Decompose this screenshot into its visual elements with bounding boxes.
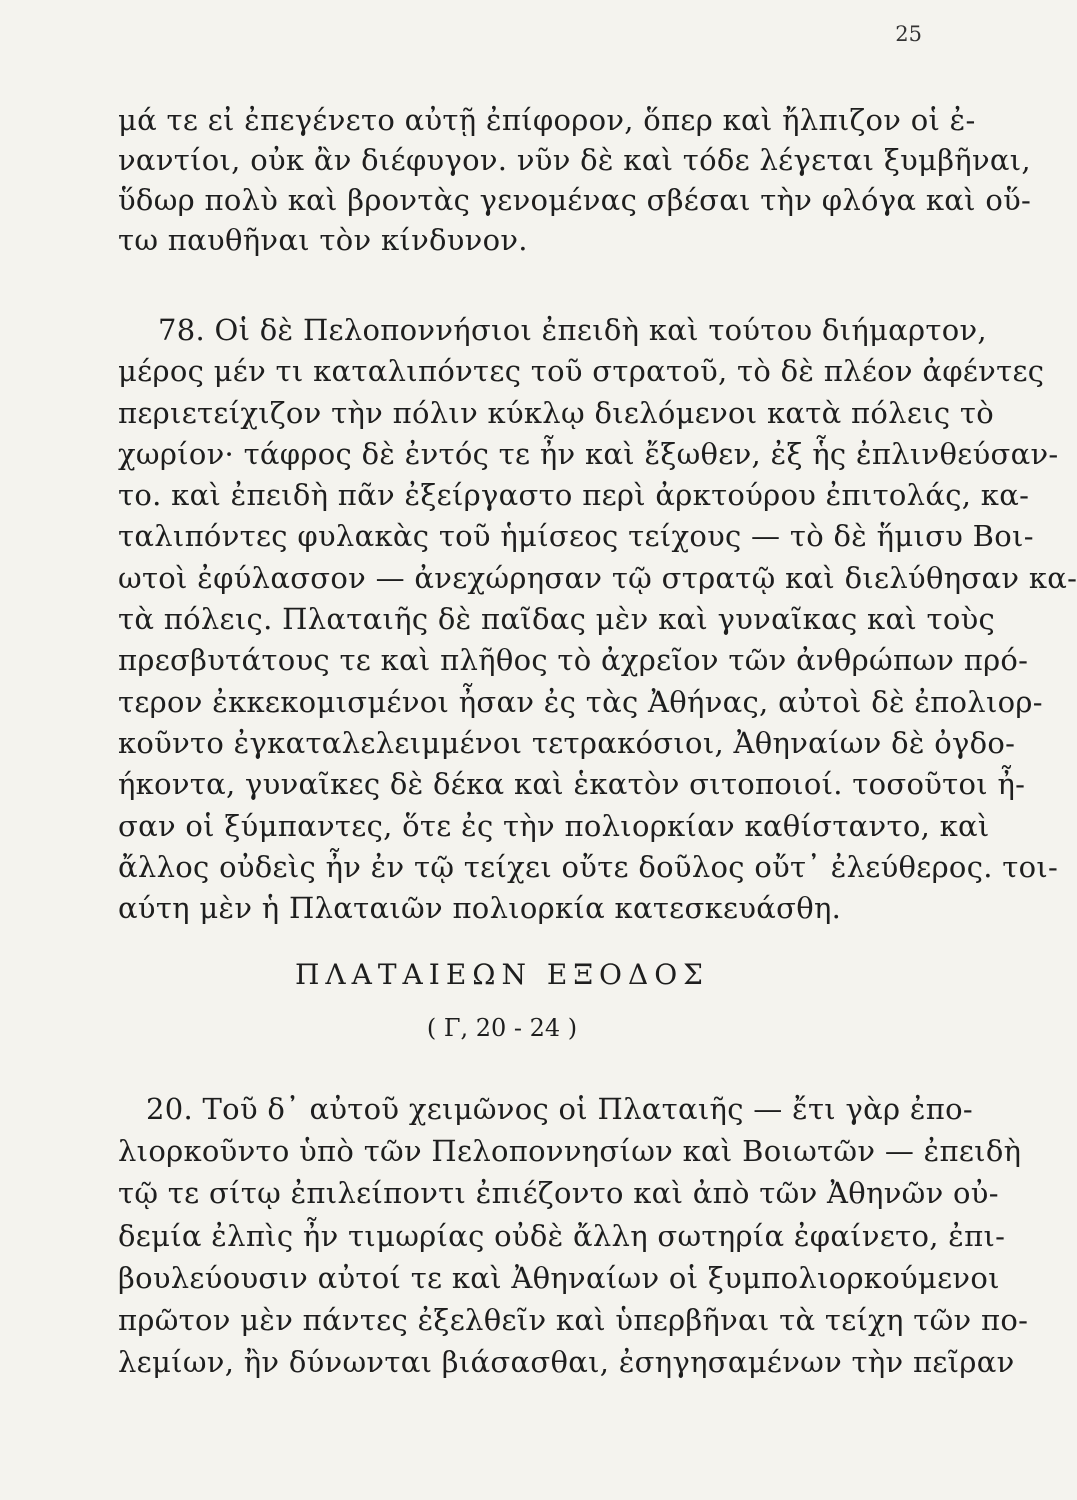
text-line: αύτη μὲν ἡ Πλαταιῶν πολιορκία κατεσκευάσθη. [118, 891, 842, 926]
text-line: τω παυθῆναι τὸν κίνδυνον. [118, 223, 528, 257]
text-line: 78. Οἱ δὲ Πελοποννήσιοι ἐπειδὴ καὶ τούτου διήμαρτον, [158, 313, 987, 347]
text-line: σαν οἱ ξύμπαντες, ὅτε ἐς τὴν πολιορκίαν καθίσταντο, καὶ [118, 808, 990, 843]
text-line: χωρίον· τάφρος δὲ ἐντός τε ἦν καὶ ἔξωθεν, ἐξ ἧς ἐπλινθεύσαν- [118, 436, 1059, 471]
text-line: ἄλλος οὐδεὶς ἦν ἐν τῷ τείχει οὔτε δοῦλος οὔτ᾽ ἐλεύθερος. τοι- [118, 849, 1059, 884]
section-reference: ( Γ, 20 - 24 ) [426, 1014, 578, 1042]
text-line: ταλιπόντες φυλακὰς τοῦ ἡμίσεος τείχους — τὸ δὲ ἥμισυ Βοι- [118, 519, 1034, 554]
text-line: ήκοντα, γυναῖκες δὲ δέκα καὶ ἑκατὸν σιτοποιοί. τοσοῦτοι ἦ- [118, 767, 1026, 802]
page-number: 25 [895, 22, 922, 46]
text-line: 20. Τοῦ δ᾽ αὐτοῦ χειμῶνος οἱ Πλαταιῆς — ἔτι γὰρ ἐπο- [146, 1092, 973, 1126]
text-line: λεμίων, ἢν δύνωνται βιάσασθαι, ἐσηγησαμένων τὴν πεῖραν [118, 1345, 1015, 1380]
paragraph-20 [118, 1088, 1029, 1383]
text-line: μά τε εἰ ἐπεγένετο αὐτῇ ἐπίφορον, ὅπερ καὶ ἤλπιζον οἱ ἐ- [118, 103, 976, 137]
text-line: πρῶτον μὲν πάντες ἐξελθεῖν καὶ ὑπερβῆναι τὰ τείχη τῶν πο- [118, 1302, 1029, 1337]
text-line: βουλεύουσιν αὐτοί τε καὶ Ἀθηναίων οἱ ξυμπολιορκούμενοι [118, 1260, 1000, 1295]
text-line: τῷ τε σίτῳ ἐπιλείποντι ἐπιέζοντο καὶ ἀπὸ τῶν Ἀθηνῶν οὐ- [118, 1176, 999, 1211]
text-line: μέρος μέν τι καταλιπόντες τοῦ στρατοῦ, τὸ δὲ πλέον ἀφέντες [118, 354, 1045, 389]
text-line: τὰ πόλεις. Πλαταιῆς δὲ παῖδας μὲν καὶ γυναῖκας καὶ τοὺς [118, 602, 996, 637]
text-line: τερον ἐκκεκομισμένοι ἦσαν ἐς τὰς Ἀθήνας, αὐτοὶ δὲ ἐπολιορ- [118, 684, 1043, 719]
section-title: ΠΛΑΤΑΙΕΩΝ ΕΞΟΔΟΣ [295, 958, 709, 991]
text-line: ναντίοι, οὐκ ἂν διέφυγον. νῦν δὲ καὶ τόδε λέγεται ξυμβῆναι, [118, 143, 1031, 177]
text-line: ὕδωρ πολὺ καὶ βροντὰς γενομένας σβέσαι τὴν φλόγα καὶ οὕ- [118, 183, 1032, 217]
text-line: πρεσβυτάτους τε καὶ πλῆθος τὸ ἀχρεῖον τῶν ἀνθρώπων πρό- [118, 643, 1029, 678]
paragraph-continuation [118, 100, 1032, 260]
text-line: δεμία ἐλπὶς ἦν τιμωρίας οὐδὲ ἄλλη σωτηρία ἐφαίνετο, ἐπι- [118, 1218, 1006, 1253]
text-line: κοῦντο ἐγκαταλελειμμένοι τετρακόσιοι, Ἀθηναίων δὲ ὀγδο- [118, 725, 1016, 760]
text-line: το. καὶ ἐπειδὴ πᾶν ἐξείργαστο περὶ ἀρκτούρου ἐπιτολάς, κα- [118, 478, 1030, 513]
text-line: λιορκοῦντο ὑπὸ τῶν Πελοποννησίων καὶ Βοιωτῶν — ἐπειδὴ [118, 1134, 1022, 1169]
text-line: ωτοὶ ἐφύλασσον — ἀνεχώρησαν τῷ στρατῷ καὶ διελύθησαν κα- [118, 560, 1077, 595]
text-line: περιετείχιζον τὴν πόλιν κύκλῳ διελόμενοι κατὰ πόλεις τὸ [118, 395, 994, 430]
paragraph-78 [118, 310, 1077, 929]
